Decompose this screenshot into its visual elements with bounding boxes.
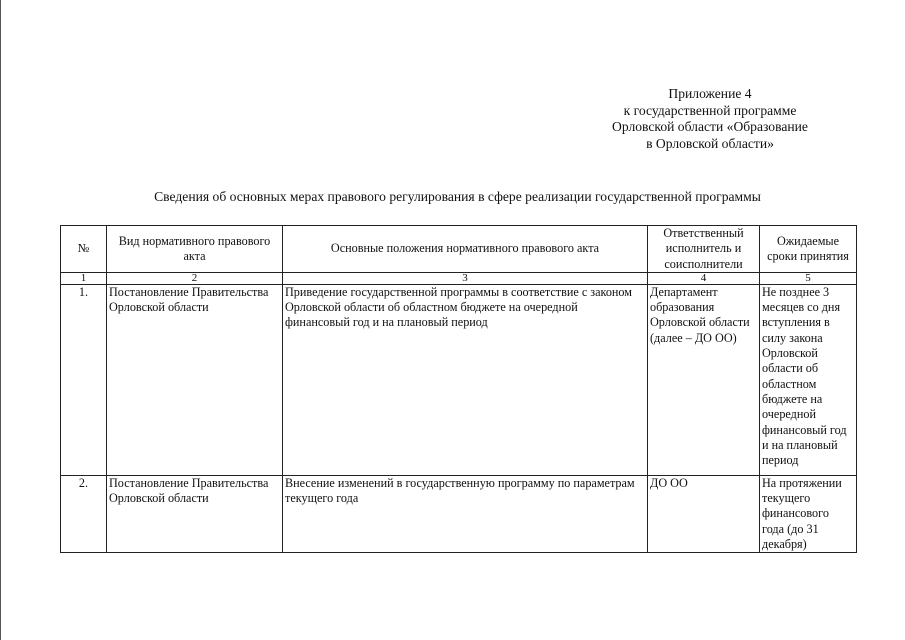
row-deadline: На протяжении текущего финансового года (до 31 декабря) [760,475,857,552]
appendix-line-1: Приложение 4 [668,86,752,101]
header-deadline: Ожидаемые сроки принятия [760,226,857,273]
table-row [61,475,857,552]
row-number: 2. [61,475,107,552]
row-provisions: Приведение государственной программы в соответствие с законом Орловской области об областном бюджете на очередной финансовый год и на плановый период [283,284,648,475]
document-title: Сведения об основных мерах правового регулирования в сфере реализации государственной программы [154,189,761,204]
column-number-1: 1 [61,272,107,284]
row-deadline: Не позднее 3 месяцев со дня вступления в силу закона Орловской области об областном бюджете на очередной финансовый год и на плановый период [760,284,857,475]
page-left-edge [0,0,1,640]
measures-table [60,225,857,553]
header-provisions: Основные положения нормативного правового акта [283,226,648,273]
header-responsible: Ответственный исполнитель и соисполнители [648,226,760,273]
appendix-line-3: Орловской области «Образование [612,119,808,134]
table-header-row [61,226,857,273]
column-number-3: 3 [283,272,648,284]
row-act-type: Постановление Правительства Орловской области [107,475,283,552]
row-provisions: Внесение изменений в государственную программу по параметрам текущего года [283,475,648,552]
row-number: 1. [61,284,107,475]
appendix-line-4: в Орловской области» [646,135,774,151]
row-act-type: Постановление Правительства Орловской области [107,284,283,475]
appendix-heading [560,86,860,152]
column-number-5: 5 [760,272,857,284]
column-number-4: 4 [648,272,760,284]
row-responsible: ДО ОО [648,475,760,552]
row-responsible: Департамент образования Орловской области (далее – ДО ОО) [648,284,760,475]
header-number: № [61,226,107,273]
column-number-2: 2 [107,272,283,284]
column-number-row [61,272,857,284]
header-act-type: Вид нормативного правового акта [107,226,283,273]
appendix-line-2: к государственной программе [623,102,797,118]
table-row [61,284,857,475]
